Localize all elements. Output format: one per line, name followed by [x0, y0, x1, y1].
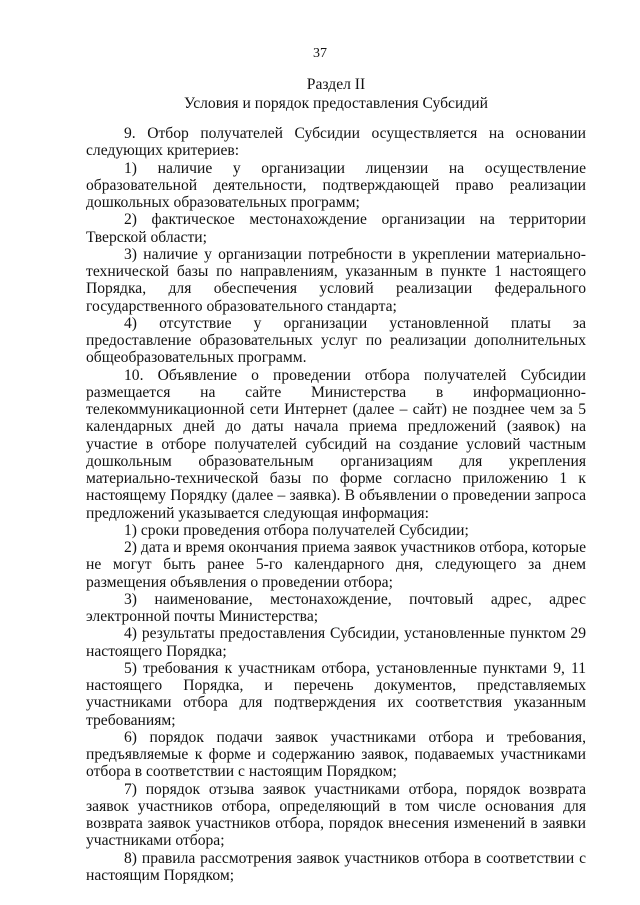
criterion-4: 4) отсутствие у организации установленной платы за предоставление образовательных услуг по реализации дополнительных общеобразовательных программ. — [86, 314, 586, 367]
announcement-item-4: 4) результаты предоставления Субсидии, установленные пунктом 29 настоящего Порядка; — [86, 625, 586, 660]
paragraph-9-intro: 9. Отбор получателей Субсидии осуществляется на основании следующих критериев: — [86, 125, 586, 160]
section-header — [86, 75, 586, 113]
criterion-2: 2) фактическое местонахождение организации на территории Тверской области; — [86, 211, 586, 246]
announcement-item-1: 1) сроки проведения отбора получателей Субсидии; — [124, 521, 469, 539]
criterion-1: 1) наличие у организации лицензии на осуществление образовательной деятельности, подтверждающей право реализации дошкольных образовательных программ; — [86, 159, 586, 211]
announcement-item-8: 8) правила рассмотрения заявок участников отбора в соответствии с настоящим Порядком; — [86, 849, 586, 884]
announcement-item-6: 6) порядок подачи заявок участниками отбора и требования, предъявляемые к форме и содержанию заявок, подаваемых участниками отбора в соответствии с настоящим Порядком; — [86, 728, 586, 781]
document-body — [86, 125, 586, 884]
page-number: 37 — [313, 46, 327, 61]
section-number: Раздел II — [306, 76, 366, 93]
paragraph-10-intro: 10. Объявление о проведении отбора получателей Субсидии размещается на сайте Министерства в информационно-телекоммуникационной сети Интернет (далее – сайт) не позднее чем за 5 календарных дней до даты начала приема предложений (заявок) на участие в отборе получателей субсидий на создание условий частным дошкольным образовательным организациям для укрепления материально-технической базы по форме согласно приложению 1 к настоящему Порядку (далее – заявка). В объявлении о проведении запроса предложений указывается следующая информация: — [86, 366, 586, 522]
announcement-item-2: 2) дата и время окончания приема заявок участников отбора, которые не могут быть ранее 5-го календарного дня, следующего за днем размещения объявления о проведении отбора; — [86, 539, 586, 591]
announcement-item-7: 7) порядок отзыва заявок участниками отбора, порядок возврата заявок участников отбора, определяющий в том числе основания для возврата заявок участников отбора, порядок внесения изменений в заявки участниками отбора; — [86, 780, 586, 850]
section-title: Условия и порядок предоставления Субсидий — [184, 95, 488, 112]
announcement-item-5: 5) требования к участникам отбора, установленные пунктами 9, 11 настоящего Порядка, и перечень документов, представляемых участниками отбора для подтверждения их соответствия указанным требованиям; — [86, 659, 586, 729]
announcement-item-3: 3) наименование, местонахождение, почтовый адрес, адрес электронной почты Министерства; — [86, 590, 586, 625]
criterion-3: 3) наличие у организации потребности в укреплении материально-технической базы по направлениям, указанным в пункте 1 настоящего Порядка, для обеспечения условий реализации федерального государственного образовательного стандарта; — [86, 245, 586, 315]
